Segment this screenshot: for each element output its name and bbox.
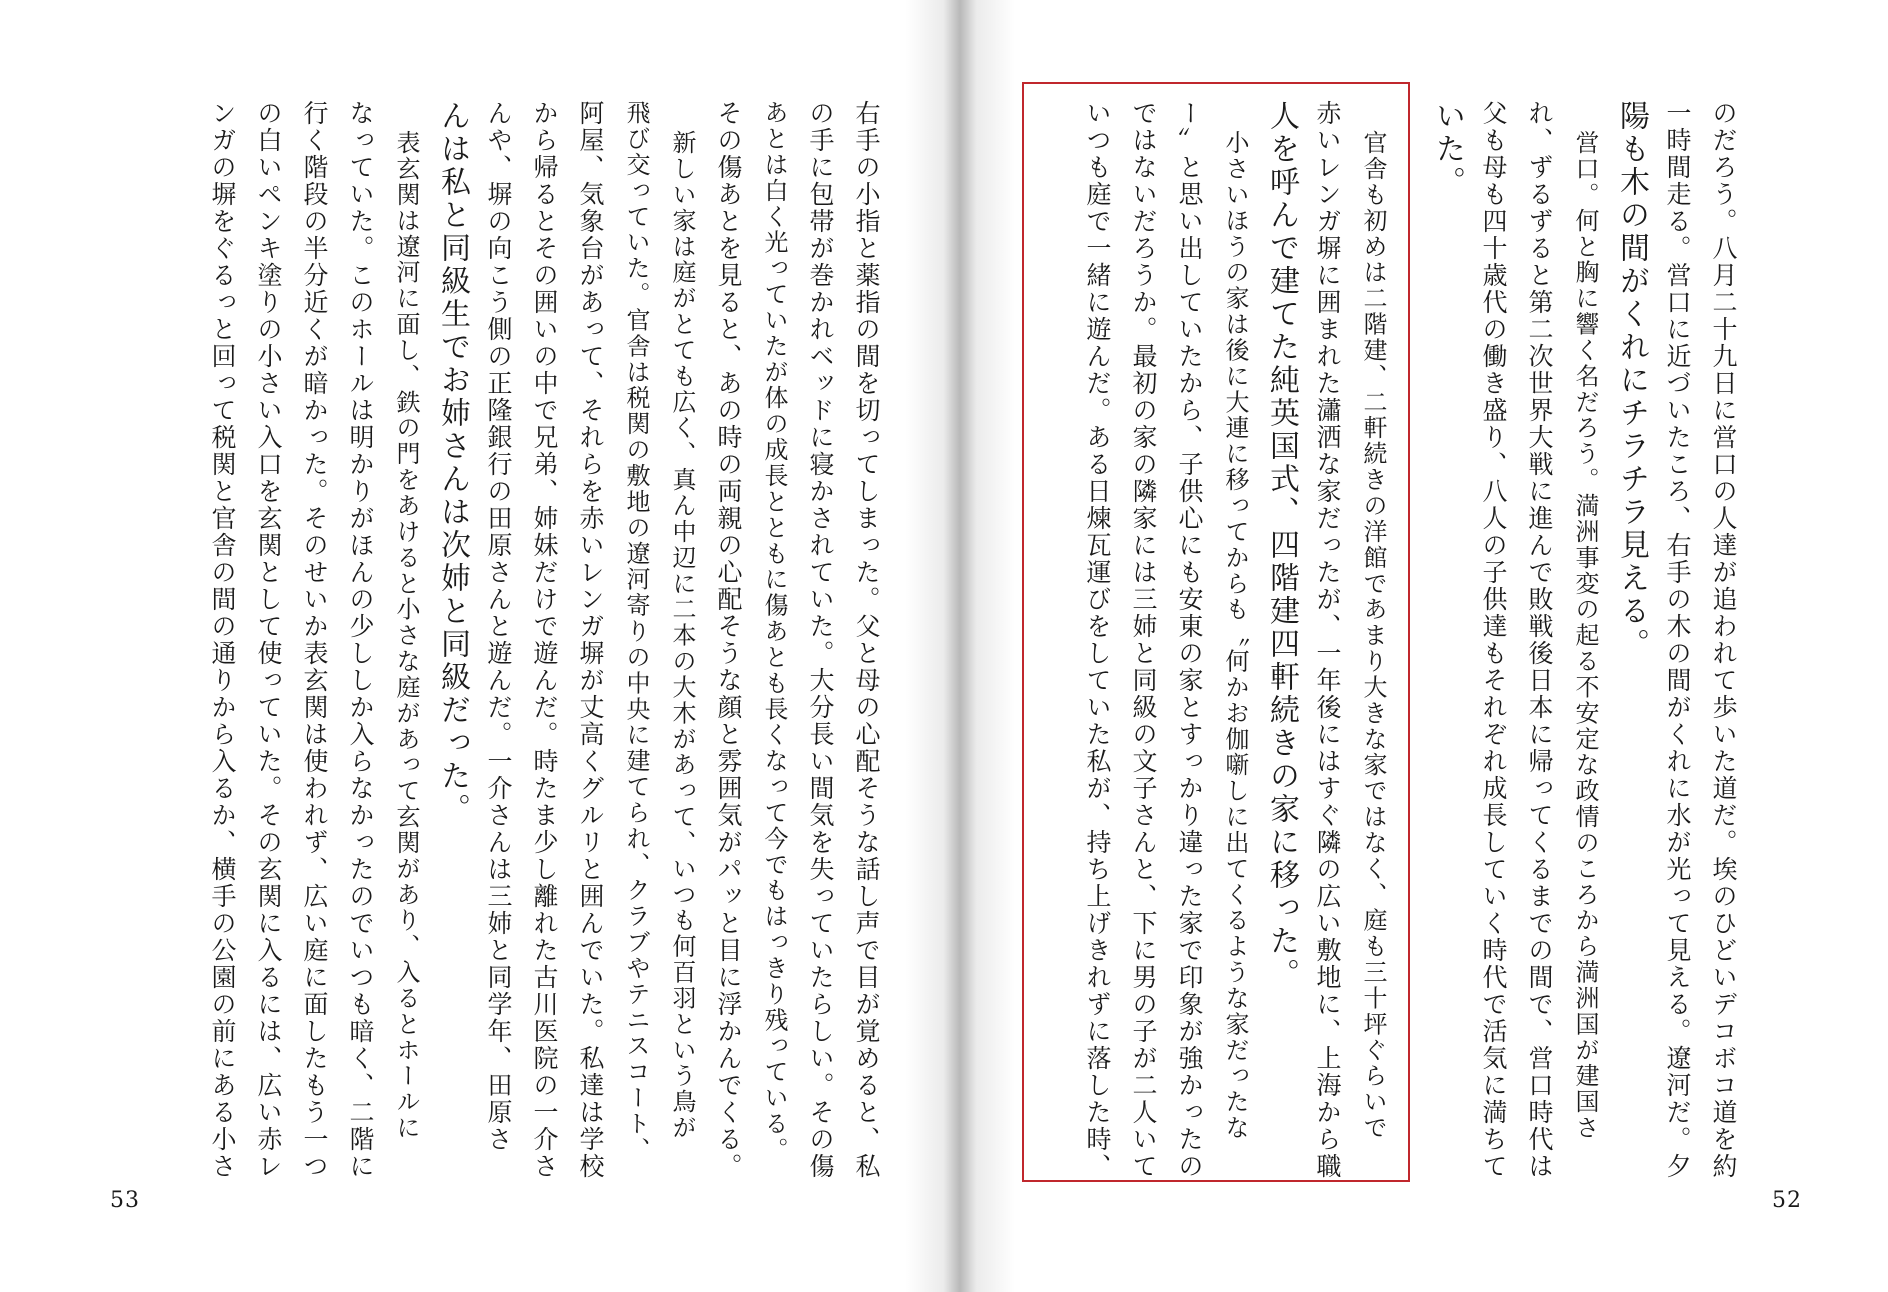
text-line: んや、塀の向こう側の正隆銀行の田原さんと遊んだ。一介さんは三姉と同学年、田原さ — [484, 100, 513, 1153]
book-gutter-shadow — [905, 0, 1015, 1292]
text-line: いた。 — [1430, 100, 1465, 199]
text-line: の手に包帯が巻かれベッドに寝かされていた。大分長い間気を失っていたらしい。その傷 — [806, 100, 835, 1180]
text-line: その傷あとを見ると、あの時の両親の心配そうな顔と雰囲気がパッと目に浮かんでくる。 — [714, 100, 743, 1180]
text-line: 父も母も四十歳代の働き盛り、八人の子供達もそれぞれ成長していく時代で活気に満ちて — [1479, 100, 1508, 1180]
text-line: 表玄関は遼河に面し、鉄の門をあけると小さな庭があって玄関があり、入るとホールに — [392, 130, 420, 1141]
text-line: 行く階段の半分近くが暗かった。そのせいか表玄関は使われず、広い庭に面したもう一つ — [300, 100, 329, 1180]
highlight-box — [1022, 82, 1410, 1182]
text-line: 赤いレンガ塀に囲まれた瀟洒な家だったが、一年後にはすぐ隣の広い敷地に、上海から職 — [1313, 100, 1342, 1180]
page-number: 53 — [110, 1188, 140, 1213]
text-line: から帰るとその囲いの中で兄弟、姉妹だけで遊んだ。時たま少し離れた古川医院の一介さ — [530, 100, 559, 1180]
text-line: のだろう。八月二十九日に営口の人達が追われて歩いた道だ。埃のひどいデコボコ道を約 — [1709, 100, 1738, 1180]
text-line: ンガの塀をぐるっと回って税関と官舎の間の通りから入るか、横手の公園の前にある小さ — [208, 100, 237, 1180]
text-line: 飛び交っていた。官舎は税関の敷地の遼河寄りの中央に建てられ、クラブやテニスコート、 — [622, 100, 650, 1163]
text-line: 陽も木の間がくれにチラチラ見える。 — [1614, 100, 1649, 661]
text-line: 人を呼んで建てた純英国式、四階建四軒続きの家に移った。 — [1264, 100, 1299, 991]
text-line: 営口。何と胸に響く名だろう。満洲事変の起る不安定な政情のころから満洲国が建国さ — [1571, 130, 1599, 1141]
text-line: 新しい家は庭がとても広く、真ん中辺に二本の大木があって、いつも何百羽という鳥が — [668, 130, 696, 1141]
text-line: ー〟と思い出していたから、子供心にも安東の家とすっかり違った家で印象が強かったの — [1175, 100, 1204, 1180]
text-line: れ、ずるずると第二次世界大戦に進んで敗戦後日本に帰ってくるまでの間で、営口時代は — [1525, 100, 1554, 1180]
text-line: あとは白く光っていたが体の成長とともに傷あとも長くなって今でもはっきり残っている。 — [760, 100, 788, 1163]
page-number: 52 — [1772, 1188, 1802, 1213]
text-line: んは私と同級生でお姉さんは次姉と同級だった。 — [435, 100, 470, 826]
text-line: 右手の小指と薬指の間を切ってしまった。父と母の心配そうな話し声で目が覚めると、私 — [852, 100, 881, 1180]
text-line: の白いペンキ塗りの小さい入口を玄関として使っていた。その玄関に入るには、広い赤レ — [254, 100, 283, 1180]
text-line: 官舎も初めは二階建、二軒続きの洋館であまり大きな家ではなく、庭も三十坪ぐらいで — [1359, 130, 1387, 1141]
text-line: ではないだろうか。最初の家の隣家には三姉と同級の文子さんと、下に男の子が二人いて — [1129, 100, 1158, 1180]
text-line: 小さいほうの家は後に大連に移ってからも〝何かお伽噺しに出てくるような家だったな — [1221, 130, 1249, 1141]
text-line: 阿屋、気象台があって、それらを赤いレンガ塀が丈高くグルリと囲んでいた。私達は学校 — [576, 100, 605, 1180]
text-line: いつも庭で一緒に遊んだ。ある日煉瓦運びをしていた私が、持ち上げきれずに落した時、 — [1083, 100, 1112, 1180]
text-line: なっていた。このホールは明かりがほんの少ししか入らなかったのでいつも暗く、二階に — [346, 100, 375, 1180]
text-line: 一時間走る。営口に近づいたころ、右手の木の間がくれに水が光って見える。遼河だ。夕 — [1663, 100, 1692, 1180]
